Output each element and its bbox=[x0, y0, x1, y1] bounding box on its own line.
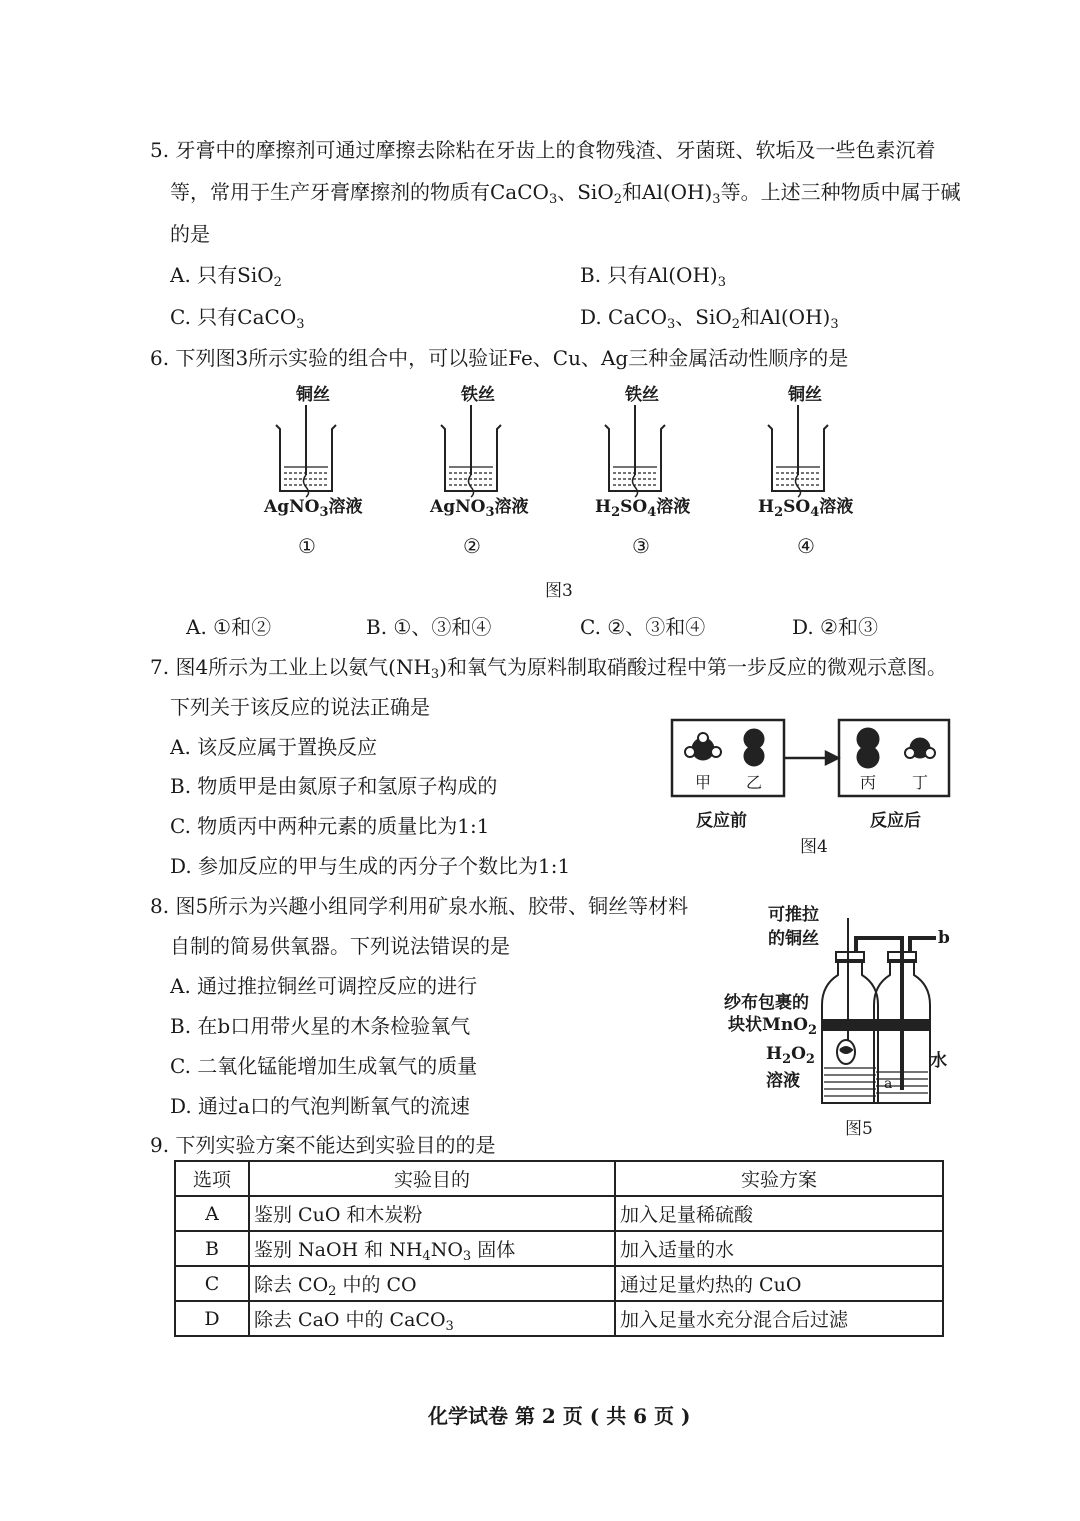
q7-option-b: B. 物质甲是由氮原子和氢原子构成的 bbox=[170, 774, 498, 798]
q8-stem-line2: 自制的简易供氧器。下列说法错误的是 bbox=[170, 934, 510, 958]
row-goal: 鉴别 NaOH 和 $NH_4NO_3$ 固体 bbox=[249, 1231, 615, 1266]
q9-stem: 9. 下列实验方案不能达到实验目的的是 bbox=[150, 1133, 496, 1157]
q5-option-c: C. 只有CaCO$_3$ bbox=[170, 305, 305, 332]
q6-num-4: ④ bbox=[797, 534, 815, 558]
label-solution: 溶液 bbox=[766, 1071, 800, 1091]
beaker-icon bbox=[605, 405, 665, 497]
q8-stem: 8. 图5所示为兴趣小组同学利用矿泉水瓶、胶带、铜丝等材料 bbox=[150, 894, 689, 918]
beaker-icon bbox=[768, 405, 828, 497]
label-h2o2: $H_2O_2$ bbox=[766, 1044, 815, 1067]
wire-label: 铜丝 bbox=[296, 385, 330, 405]
label-gauze-1: 纱布包裹的 bbox=[724, 993, 809, 1013]
row-option: A bbox=[175, 1196, 249, 1231]
page-footer: 化学试卷 第 2 页 ( 共 6 页 ) bbox=[428, 1404, 691, 1428]
q9-table bbox=[174, 1160, 944, 1337]
header-goal: 实验目的 bbox=[249, 1161, 615, 1196]
label-push-wire-2: 的铜丝 bbox=[768, 929, 819, 949]
wire-label: 铜丝 bbox=[788, 385, 822, 405]
row-plan: 加入足量水充分混合后过滤 bbox=[615, 1301, 943, 1336]
row-option: B bbox=[175, 1231, 249, 1266]
table-row bbox=[175, 1231, 943, 1266]
label-before: 反应前 bbox=[696, 811, 747, 831]
q5-stem-line2: 等，常用于生产牙膏摩擦剂的物质有CaCO$_3$、SiO$_2$和$Al(OH)_3$等。上述三种物质中属于碱 bbox=[170, 180, 961, 207]
label-after: 反应后 bbox=[870, 811, 921, 831]
q6-option-a: A. ①和② bbox=[186, 615, 272, 639]
q6-num-1: ① bbox=[298, 534, 316, 558]
q8-option-b: B. 在b口用带火星的木条检验氧气 bbox=[170, 1014, 471, 1038]
label-push-wire-1: 可推拉 bbox=[768, 905, 819, 925]
q6-solution-4: $H_2SO_4$溶液 bbox=[758, 497, 854, 520]
q8-option-c: C. 二氧化锰能增加生成氧气的质量 bbox=[170, 1054, 478, 1078]
q5-option-a: A. 只有SiO$_2$ bbox=[170, 263, 282, 290]
q6-stem: 6. 下列图3所示实验的组合中，可以验证Fe、Cu、Ag三种金属活动性顺序的是 bbox=[150, 346, 849, 370]
row-goal: 除去 CaO 中的 CaCO$_3$ bbox=[249, 1301, 615, 1336]
q6-option-d: D. ②和③ bbox=[792, 615, 878, 639]
label-gauze-2: 块状MnO$_2$ bbox=[728, 1015, 818, 1038]
q8-oxygen-generator bbox=[822, 918, 936, 1103]
row-goal: 除去 $CO_2$ 中的 CO bbox=[249, 1266, 615, 1301]
table-header-row bbox=[175, 1161, 943, 1196]
row-plan: 加入适量的水 bbox=[615, 1231, 943, 1266]
molecule-label-bing: 丙 bbox=[860, 773, 877, 792]
row-goal: 鉴别 CuO 和木炭粉 bbox=[249, 1196, 615, 1231]
label-port-a: a bbox=[884, 1076, 893, 1092]
q8-option-d: D. 通过a口的气泡判断氧气的流速 bbox=[170, 1094, 470, 1118]
fig3-caption: 图3 bbox=[545, 581, 573, 601]
table-row bbox=[175, 1301, 943, 1336]
q6-solution-1: AgNO$_3$溶液 bbox=[264, 497, 363, 520]
q8-option-a: A. 通过推拉铜丝可调控反应的进行 bbox=[170, 974, 478, 998]
header-option: 选项 bbox=[175, 1161, 249, 1196]
label-water: 水 bbox=[930, 1051, 947, 1071]
q6-num-3: ③ bbox=[632, 534, 650, 558]
q7-stem-line2: 下列关于该反应的说法正确是 bbox=[170, 695, 430, 719]
q6-option-c: C. ②、③和④ bbox=[580, 615, 706, 639]
fig5-caption: 图5 bbox=[845, 1119, 873, 1139]
q7-option-c: C. 物质丙中两种元素的质量比为1:1 bbox=[170, 814, 490, 838]
molecule-label-jia: 甲 bbox=[695, 773, 712, 792]
beaker-icon bbox=[441, 405, 501, 497]
q5-stem-line1: 5. 牙膏中的摩擦剂可通过摩擦去除粘在牙齿上的食物残渣、牙菌斑、软垢及一些色素沉着 bbox=[150, 138, 936, 162]
table-row bbox=[175, 1266, 943, 1301]
q7-option-a: A. 该反应属于置换反应 bbox=[170, 735, 378, 759]
q5-stem-line3: 的是 bbox=[170, 222, 210, 246]
q5-option-d: D. CaCO$_3$、SiO$_2$和$Al(OH)_3$ bbox=[580, 305, 839, 332]
molecule-label-ding: 丁 bbox=[912, 773, 929, 792]
header-plan: 实验方案 bbox=[615, 1161, 943, 1196]
row-option: D bbox=[175, 1301, 249, 1336]
molecule-label-yi: 乙 bbox=[746, 773, 763, 792]
q6-solution-3: $H_2SO_4$溶液 bbox=[595, 497, 691, 520]
row-option: C bbox=[175, 1266, 249, 1301]
beaker-icon bbox=[276, 405, 336, 497]
q6-option-b: B. ①、③和④ bbox=[366, 615, 492, 639]
wire-label: 铁丝 bbox=[461, 385, 495, 405]
row-plan: 通过足量灼热的 CuO bbox=[615, 1266, 943, 1301]
table-row bbox=[175, 1196, 943, 1231]
row-plan: 加入足量稀硫酸 bbox=[615, 1196, 943, 1231]
q6-solution-2: AgNO$_3$溶液 bbox=[430, 497, 529, 520]
q7-stem: 7. 图4所示为工业上以氨气$(NH_3)$和氧气为原料制取硝酸过程中第一步反应的微观示意图。 bbox=[150, 655, 948, 682]
label-port-b: b bbox=[938, 928, 950, 948]
molecule-icon bbox=[685, 728, 935, 768]
q7-option-d: D. 参加反应的甲与生成的丙分子个数比为1:1 bbox=[170, 854, 571, 878]
q6-num-2: ② bbox=[463, 534, 481, 558]
wire-label: 铁丝 bbox=[625, 385, 659, 405]
q5-option-b: B. 只有$Al(OH)_3$ bbox=[580, 263, 726, 290]
fig4-caption: 图4 bbox=[800, 837, 828, 857]
